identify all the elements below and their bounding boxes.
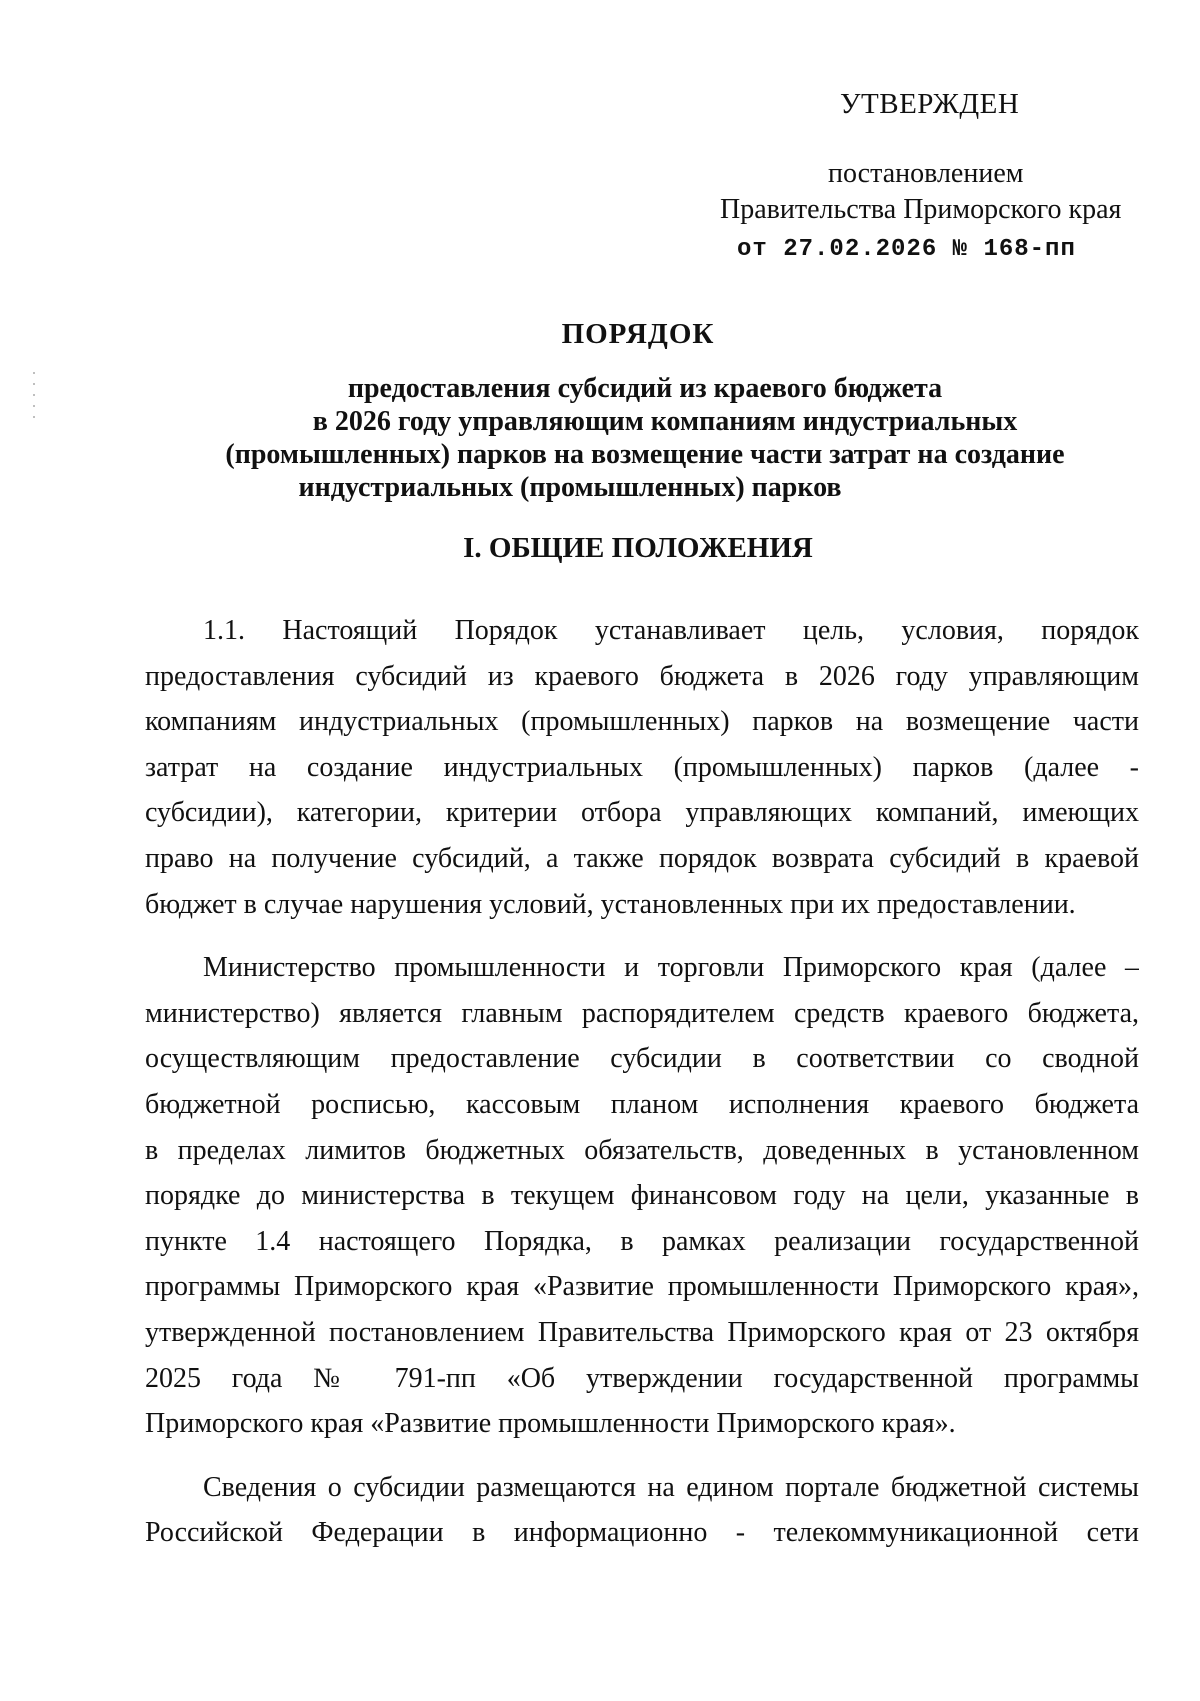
text-line: министерство) является главным распорядителем средств краевого бюджета,	[145, 997, 1139, 1029]
subtitle-line: индустриальных (промышленных) парков	[298, 472, 842, 503]
text-line: осуществляющим предоставление субсидии в соответствии со сводной	[145, 1043, 1139, 1075]
scan-margin-marks	[33, 372, 35, 432]
decree-date-number: от 27.02.2026 № 168-пп	[737, 236, 1076, 263]
text-line: 2025 года № 791-пп «Об утверждении государственной программы	[145, 1362, 1139, 1394]
text-line: Сведения о субсидии размещаются на едином портале бюджетной системы	[203, 1471, 1139, 1503]
text-line: предоставления субсидий из краевого бюджета в 2026 году управляющим	[145, 660, 1139, 692]
decree-issuer: Правительства Приморского края	[720, 194, 1122, 225]
text-line: порядке до министерства в текущем финансовом году на цели, указанные в	[145, 1180, 1139, 1212]
text-line: Российской Федерации в информационно - телекоммуникационной сети	[145, 1517, 1139, 1549]
decree-label: постановлением	[828, 158, 1024, 189]
paragraph-1-1	[145, 608, 1139, 927]
text-line: субсидии), категории, критерии отбора управляющих компаний, имеющих	[145, 797, 1139, 829]
section-title: I. ОБЩИЕ ПОЛОЖЕНИЯ	[463, 532, 813, 564]
text-line: Приморского края «Развитие промышленности Приморского края».	[145, 1408, 956, 1440]
text-line: бюджетной росписью, кассовым планом исполнения краевого бюджета	[145, 1088, 1139, 1120]
text-line: право на получение субсидий, а также порядок возврата субсидий в краевой	[145, 842, 1139, 874]
text-line: компаниям индустриальных (промышленных) парков на возмещение части	[145, 706, 1139, 738]
text-line: бюджет в случае нарушения условий, установленных при их предоставлении.	[145, 888, 1076, 920]
paragraph-portal	[145, 1465, 1139, 1556]
subtitle-line: предоставления субсидий из краевого бюджета	[347, 373, 943, 404]
subtitle-line: в 2026 году управляющим компаниям индустриальных	[312, 406, 1018, 437]
text-line: затрат на создание индустриальных (промышленных) парков (далее -	[145, 751, 1139, 783]
document-body	[145, 608, 1139, 1556]
text-line: 1.1. Настоящий Порядок устанавливает цель, условия, порядок	[203, 615, 1139, 646]
text-line: программы Приморского края «Развитие промышленности Приморского края»,	[145, 1271, 1139, 1303]
text-line: в пределах лимитов бюджетных обязательств, доведенных в установленном	[145, 1134, 1139, 1166]
approval-status: УТВЕРЖДЕН	[840, 88, 1020, 120]
subtitle-line: (промышленных) парков на возмещение части затрат на создание	[225, 439, 1065, 470]
text-line: пункте 1.4 настоящего Порядка, в рамках реализации государственной	[145, 1225, 1139, 1257]
text-line: утвержденной постановлением Правительства Приморского края от 23 октября	[145, 1316, 1139, 1348]
document-title: ПОРЯДОК	[561, 318, 715, 350]
paragraph-ministry	[145, 945, 1139, 1447]
text-line: Министерство промышленности и торговли Приморского края (далее –	[203, 952, 1139, 984]
document-subtitle	[150, 372, 1140, 504]
